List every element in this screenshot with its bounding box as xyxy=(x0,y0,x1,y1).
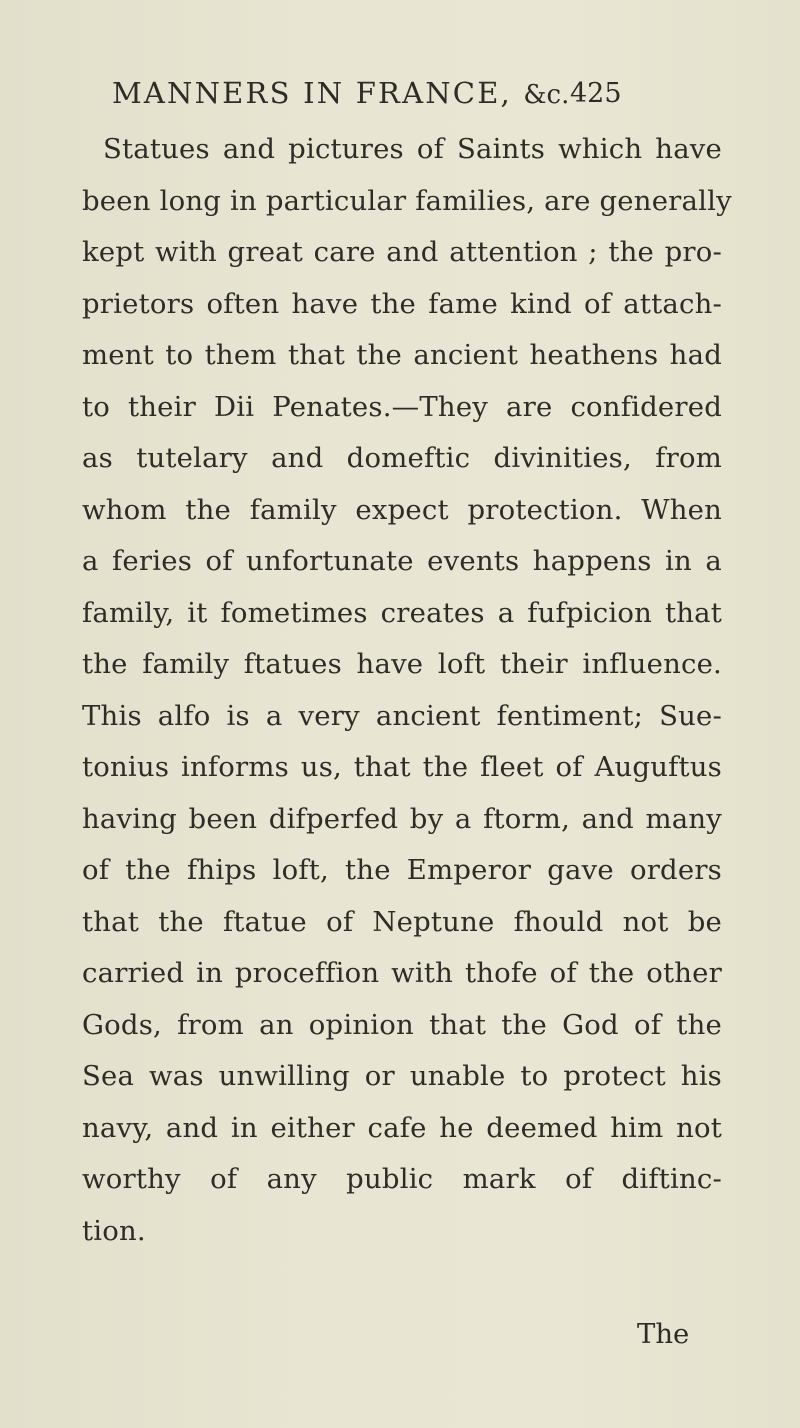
text-line: a feries of unfortunate events happens in a xyxy=(82,545,722,577)
catchword: The xyxy=(637,1318,690,1350)
text-line: Gods, from an opinion that the God of the xyxy=(82,1008,722,1041)
text-line: tonius informs us, that the fleet of Auguftus xyxy=(82,751,722,783)
running-head xyxy=(112,76,712,116)
text-line: prietors often have the fame kind of attach- xyxy=(82,287,722,320)
running-title-abbrev: &c. xyxy=(523,80,570,110)
text-line: having been difperfed by a ftorm, and many xyxy=(82,802,722,835)
text-line: tion. xyxy=(82,1214,146,1247)
text-line: carried in proceffion with thofe of the other xyxy=(82,957,722,989)
text-line: navy, and in either cafe he deemed him not xyxy=(82,1111,722,1144)
text-line: This alfo is a very ancient fentiment; Sue- xyxy=(82,699,722,732)
text-line: of the fhips loft, the Emperor gave orders xyxy=(82,854,722,886)
page-number: 425 xyxy=(570,78,622,109)
text-line: family, it fometimes creates a fufpicion that xyxy=(82,596,722,629)
text-line: whom the family expect protection. When xyxy=(82,493,722,526)
text-line: been long in particular families, are generally xyxy=(82,184,732,217)
text-line: kept with great care and attention ; the pro- xyxy=(82,236,722,268)
text-line: ment to them that the ancient heathens had xyxy=(82,339,722,371)
text-line: Sea was unwilling or unable to protect his xyxy=(82,1060,722,1092)
text-line: as tutelary and domeftic divinities, from xyxy=(82,442,722,474)
text-line: worthy of any public mark of diftinc- xyxy=(82,1163,722,1195)
text-line: that the ftatue of Neptune fhould not be xyxy=(82,905,722,938)
text-line: Statues and pictures of Saints which have xyxy=(103,133,722,165)
running-title-text: MANNERS IN FRANCE, xyxy=(112,76,512,110)
text-line: the family ftatues have loft their influence. xyxy=(82,648,722,680)
text-line: to their Dii Penates.—They are confidered xyxy=(82,390,722,423)
body-text xyxy=(82,124,732,1257)
running-title xyxy=(112,76,569,110)
